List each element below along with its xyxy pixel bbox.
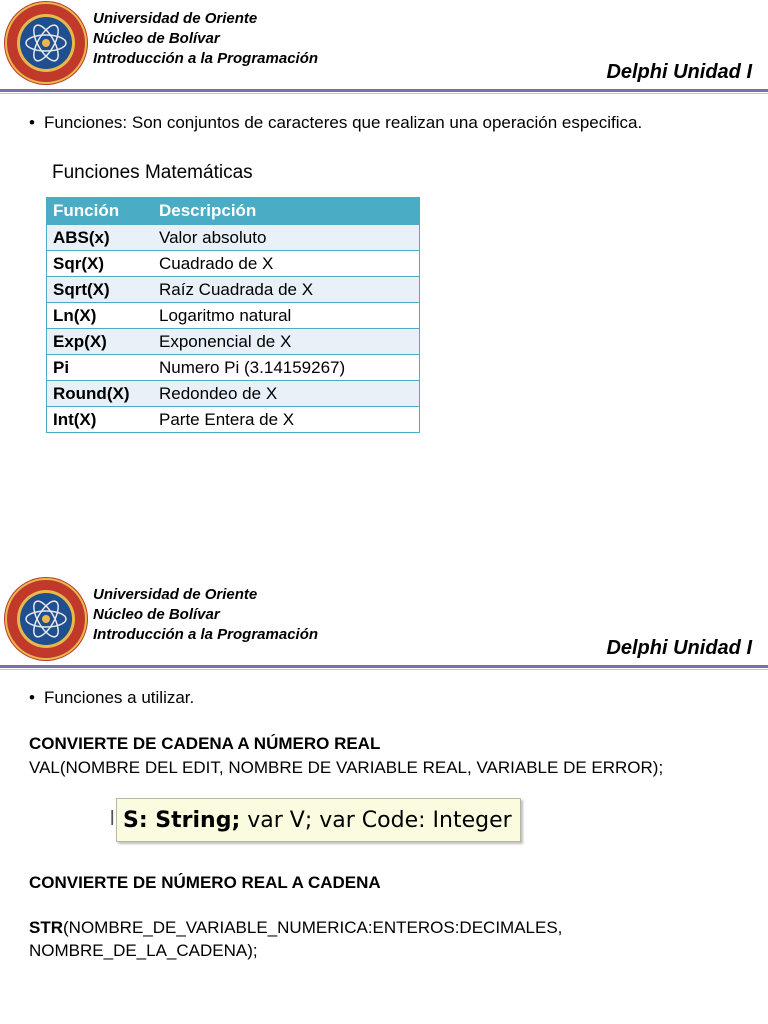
description-cell: Logaritmo natural (153, 303, 420, 329)
table-row (47, 355, 420, 381)
bullet-icon: • (29, 688, 35, 707)
table-row (47, 225, 420, 251)
str-params: (NOMBRE_DE_VARIABLE_NUMERICA:ENTEROS:DECIMALES, (63, 918, 563, 937)
institution-name: Universidad de Oriente (93, 586, 258, 603)
function-cell: Exp(X) (47, 329, 154, 355)
str-keyword: STR (29, 918, 63, 937)
function-cell: Int(X) (47, 407, 154, 433)
table-row (47, 277, 420, 303)
function-cell: Sqr(X) (47, 251, 154, 277)
bullet-text: Funciones: Son conjuntos de caracteres que realizan una operación especifica. (44, 113, 643, 132)
bullet-functions-to-use (29, 688, 194, 708)
header-text (93, 585, 318, 645)
unit-title: Delphi Unidad I (606, 637, 752, 659)
institution-name: Universidad de Oriente (93, 10, 258, 27)
unit-title: Delphi Unidad I (606, 61, 752, 83)
campus-name: Núcleo de Bolívar (93, 606, 220, 623)
function-cell: Sqrt(X) (47, 277, 154, 303)
slide-2 (0, 576, 768, 1024)
heading-string-to-real: CONVIERTE DE CADENA A NÚMERO REAL (29, 734, 381, 753)
header-description: Descripción (153, 198, 420, 225)
header-text (93, 9, 318, 69)
university-seal-icon (3, 576, 89, 662)
table-row (47, 329, 420, 355)
val-syntax: VAL(NOMBRE DEL EDIT, NOMBRE DE VARIABLE REAL, VARIABLE DE ERROR); (29, 758, 664, 777)
header-divider (0, 89, 768, 92)
description-cell: Valor absoluto (153, 225, 420, 251)
bullet-icon: • (29, 113, 35, 132)
header-function: Función (47, 198, 154, 225)
header-divider-thin (0, 669, 768, 670)
function-cell: Ln(X) (47, 303, 154, 329)
description-cell: Exponencial de X (153, 329, 420, 355)
description-cell: Raíz Cuadrada de X (153, 277, 420, 303)
campus-name: Núcleo de Bolívar (93, 30, 220, 47)
tooltip-params: var V; var Code: Integer (240, 808, 512, 833)
table-row (47, 381, 420, 407)
parameter-tooltip (116, 798, 521, 842)
table-row (47, 407, 420, 433)
math-functions-table (46, 197, 420, 433)
university-seal-icon (3, 0, 89, 86)
description-cell: Numero Pi (3.14159267) (153, 355, 420, 381)
description-cell: Cuadrado de X (153, 251, 420, 277)
heading-real-to-string: CONVIERTE DE NÚMERO REAL A CADENA (29, 873, 381, 892)
str-params-line2: NOMBRE_DE_LA_CADENA); (29, 941, 258, 960)
tooltip-bold-param: S: String; (123, 808, 241, 833)
table-title: Funciones Matemáticas (52, 162, 253, 183)
bullet-text: Funciones a utilizar. (44, 688, 195, 707)
course-name: Introducción a la Programación (93, 50, 319, 67)
function-cell: Pi (47, 355, 154, 381)
description-cell: Redondeo de X (153, 381, 420, 407)
description-cell: Parte Entera de X (153, 407, 420, 433)
header-divider-thin (0, 93, 768, 94)
course-name: Introducción a la Programación (93, 626, 319, 643)
function-cell: ABS(x) (47, 225, 154, 251)
table-row (47, 303, 420, 329)
text-cursor-icon: l (110, 808, 115, 830)
table-row (47, 251, 420, 277)
table-header-row (47, 198, 420, 225)
str-syntax (29, 916, 562, 962)
bullet-functions (29, 113, 642, 133)
function-cell: Round(X) (47, 381, 154, 407)
header-divider (0, 665, 768, 668)
